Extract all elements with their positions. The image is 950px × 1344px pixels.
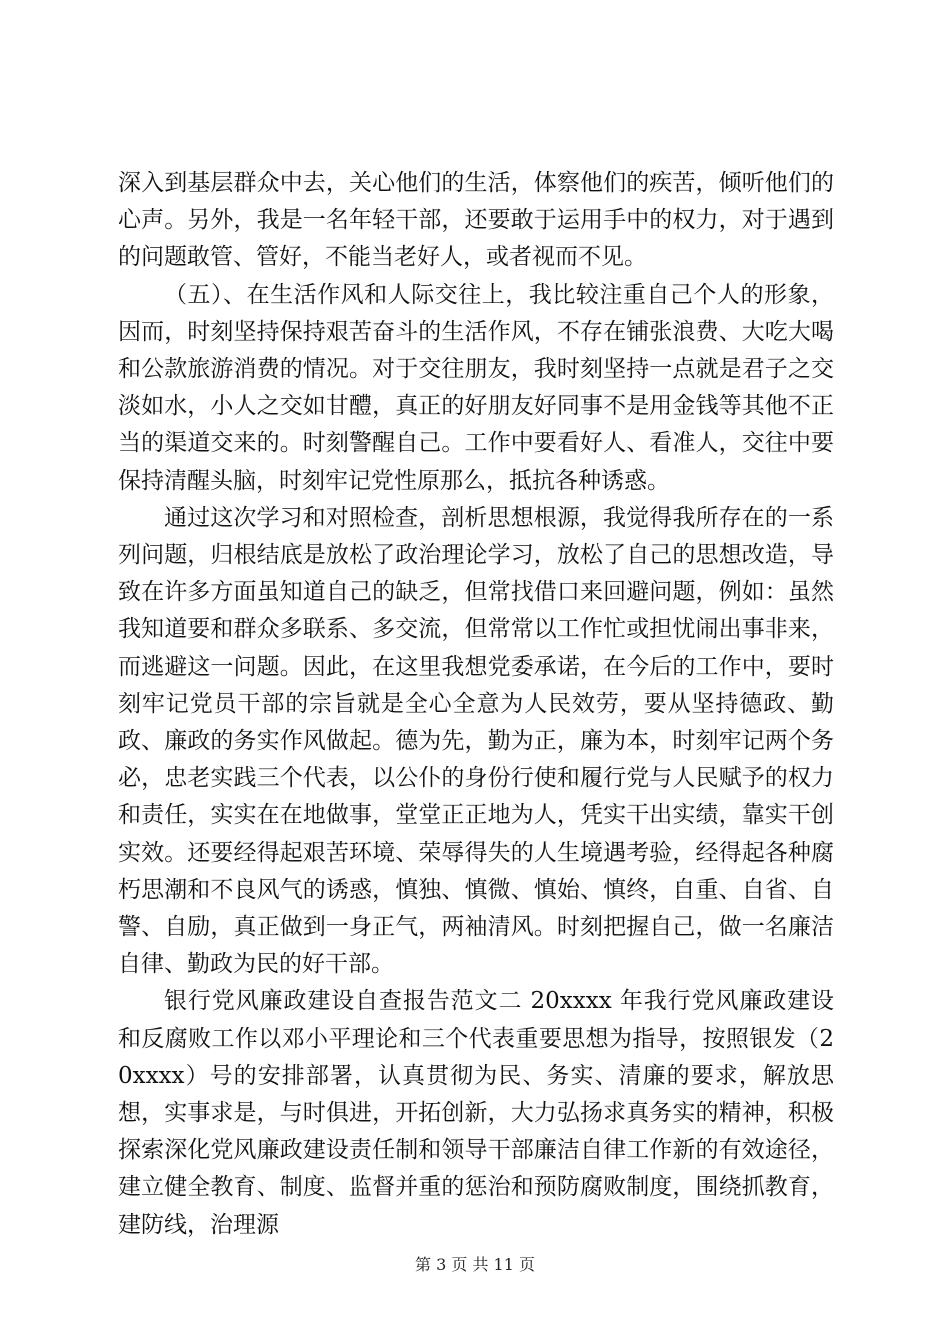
page-number-footer: 第 3 页 共 11 页 — [415, 1255, 535, 1274]
paragraph-4: 银行党风廉政建设自查报告范文二 20xxxx 年我行党风廉政建设和反腐败工作以邓小平理论和三个代表重要思想为指导，按照银发（20xxxx）号的安排部署，认真贯彻为民、务实、清廉的要求，解放思想，实事求是，与时俱进，开拓创新，大力弘扬求真务实的精神，积极探索深化党风廉政建设责任制和领导干部廉洁自律工作新的有效途径，建立健全教育、制度、监督并重的惩治和预防腐败制度，围绕抓教育，建防线，治理源 — [118, 988, 834, 1238]
paragraph-2: （五）、在生活作风和人际交往上，我比较注重自己个人的形象，因而，时刻坚持保持艰苦奋斗的生活作风，不存在铺张浪费、大吃大喝和公款旅游消费的情况。对于交往朋友，我时刻坚持一点就是君子之交淡如水，小人之交如甘醴，真正的好朋友好同事不是用金钱等其他不正当的渠道交来的。时刻警醒自己。工作中要看好人、看准人，交往中要保持清醒头脑，时刻牢记党性原那么，抵抗各种诱惑。 — [118, 281, 834, 494]
paragraph-1: 深入到基层群众中去，关心他们的生活，体察他们的疾苦，倾听他们的心声。另外，我是一名年轻干部，还要敢于运用手中的权力，对于遇到的问题敢管、管好，不能当老好人，或者视而不见。 — [118, 170, 834, 271]
document-body — [118, 165, 834, 1244]
paragraph-3: 通过这次学习和对照检查，剖析思想根源，我觉得我所存在的一系列问题，归根结底是放松了政治理论学习，放松了自己的思想改造，导致在许多方面虽知道自己的缺乏，但常找借口来回避问题，例如：虽然我知道要和群众多联系、多交流，但常常以工作忙或担忧闹出事非来，而逃避这一问题。因此，在这里我想党委承诺，在今后的工作中，要时刻牢记党员干部的宗旨就是全心全意为人民效劳，要从坚持德政、勤政、廉政的务实作风做起。德为先，勤为正，廉为本，时刻牢记两个务必，忠老实践三个代表，以公仆的身份行使和履行党与人民赋予的权力和责任，实实在在地做事，堂堂正正地为人，凭实干出实绩，靠实干创实效。还要经得起艰苦环境、荣辱得失的人生境遇考验，经得起各种腐朽思潮和不良风气的诱惑，慎独、慎微、慎始、慎终，自重、自省、自警、自励，真正做到一身正气，两袖清风。时刻把握自己，做一名廉洁自律、勤政为民的好干部。 — [118, 504, 834, 978]
